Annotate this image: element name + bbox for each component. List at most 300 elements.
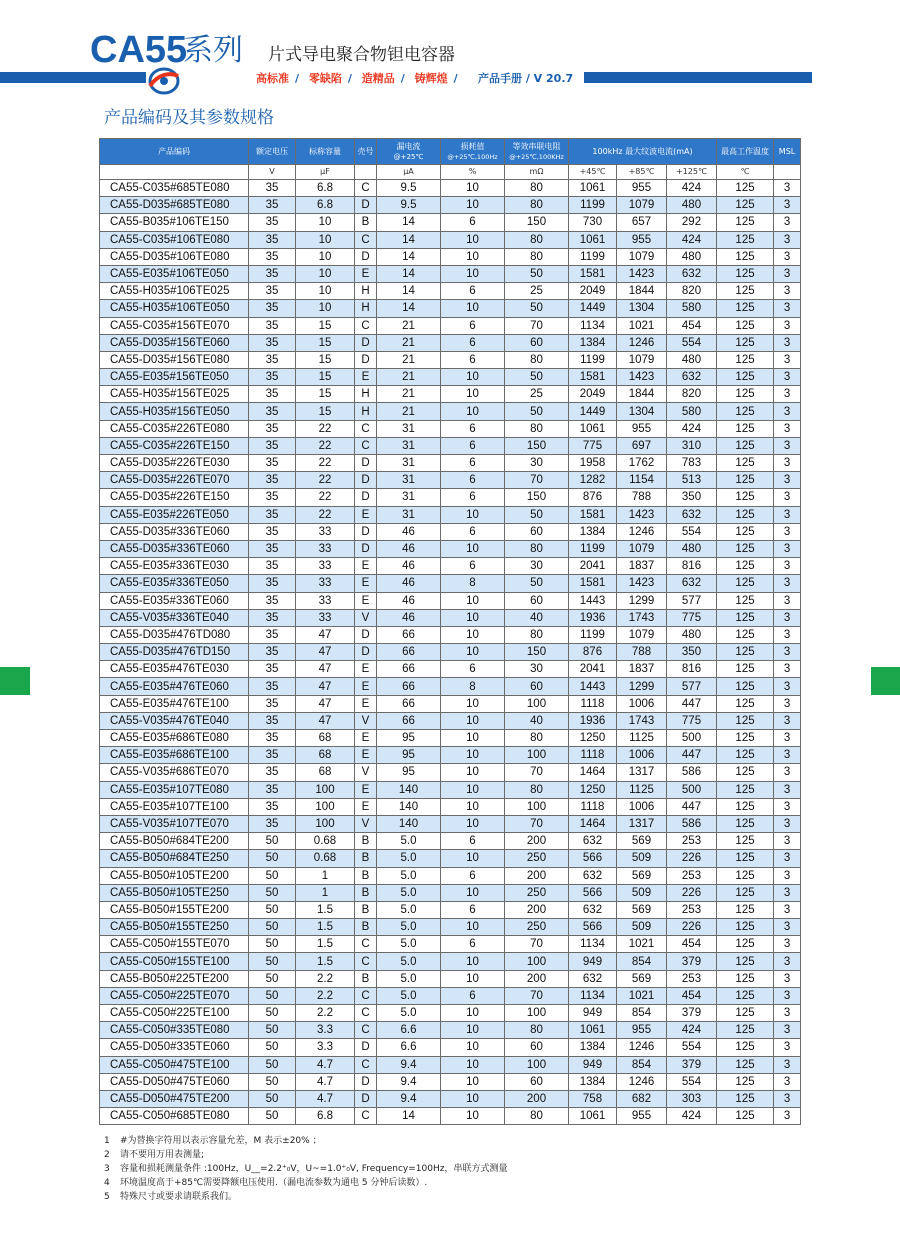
table-cell: 31 <box>377 420 441 437</box>
table-cell: 1 <box>296 867 355 884</box>
table-cell: 447 <box>667 695 717 712</box>
header-msl: MSL <box>774 139 801 165</box>
product-code-cell: CA55-C050#225TE070 <box>100 987 249 1004</box>
slogan-1: 高标准 <box>256 72 289 85</box>
table-cell: 5.0 <box>377 919 441 936</box>
table-cell: 3 <box>774 833 801 850</box>
table-cell: 3 <box>774 437 801 454</box>
table-cell: 250 <box>505 919 569 936</box>
product-code-cell: CA55-C050#685TE080 <box>100 1108 249 1125</box>
slogan-sep: / <box>295 72 300 85</box>
table-cell: 35 <box>249 592 296 609</box>
table-cell: 50 <box>505 369 569 386</box>
table-cell: 35 <box>249 386 296 403</box>
table-row <box>100 351 801 368</box>
table-cell: 3.3 <box>296 1039 355 1056</box>
table-cell: 10 <box>441 1090 505 1107</box>
table-cell: 125 <box>717 1056 774 1073</box>
table-cell: B <box>355 970 377 987</box>
table-cell: 253 <box>667 970 717 987</box>
table-cell: 854 <box>617 1005 667 1022</box>
table-cell: 3 <box>774 695 801 712</box>
table-cell: 3 <box>774 403 801 420</box>
note-number: 2 <box>104 1150 110 1160</box>
table-cell: 31 <box>377 437 441 454</box>
table-cell: 33 <box>296 540 355 557</box>
table-cell: 5.0 <box>377 884 441 901</box>
table-cell: 70 <box>505 472 569 489</box>
table-cell: 632 <box>569 970 617 987</box>
table-cell: 35 <box>249 575 296 592</box>
note-item <box>104 1134 507 1148</box>
table-cell: 3 <box>774 558 801 575</box>
table-cell: 6 <box>441 661 505 678</box>
table-cell: 46 <box>377 592 441 609</box>
table-cell: 730 <box>569 214 617 231</box>
table-cell: 50 <box>249 1073 296 1090</box>
table-cell: 3.3 <box>296 1022 355 1039</box>
table-cell: 50 <box>505 403 569 420</box>
table-cell: B <box>355 901 377 918</box>
table-cell: 3 <box>774 712 801 729</box>
table-cell: 14 <box>377 283 441 300</box>
product-name: 片式导电聚合物钽电容器 <box>268 45 455 65</box>
unit-cell: mΩ <box>505 165 569 180</box>
table-cell: 1246 <box>617 1039 667 1056</box>
table-cell: 35 <box>249 403 296 420</box>
table-cell: 125 <box>717 300 774 317</box>
table-row <box>100 540 801 557</box>
table-cell: 35 <box>249 420 296 437</box>
table-cell: 125 <box>717 609 774 626</box>
table-cell: 1299 <box>617 592 667 609</box>
table-cell: 35 <box>249 712 296 729</box>
table-cell: 876 <box>569 489 617 506</box>
table-cell: 9.5 <box>377 197 441 214</box>
table-row <box>100 1073 801 1090</box>
table-cell: 125 <box>717 747 774 764</box>
slogan-3: 造精品 <box>361 72 395 85</box>
product-code-cell: CA55-C050#155TE070 <box>100 936 249 953</box>
table-cell: 480 <box>667 351 717 368</box>
notes <box>104 1134 507 1204</box>
table-cell: C <box>355 987 377 1004</box>
table-cell: 80 <box>505 540 569 557</box>
table-cell: 35 <box>249 197 296 214</box>
table-cell: 253 <box>667 901 717 918</box>
table-cell: C <box>355 437 377 454</box>
table-cell: 6.8 <box>296 180 355 197</box>
table-cell: 9.4 <box>377 1090 441 1107</box>
table-cell: 0.68 <box>296 850 355 867</box>
table-row <box>100 884 801 901</box>
table-cell: 3 <box>774 1022 801 1039</box>
table-cell: 0.68 <box>296 833 355 850</box>
table-cell: 3 <box>774 1056 801 1073</box>
table-cell: 1061 <box>569 1022 617 1039</box>
table-cell: 3 <box>774 609 801 626</box>
table-cell: 876 <box>569 644 617 661</box>
table-cell: 1079 <box>617 626 667 643</box>
table-cell: 125 <box>717 489 774 506</box>
table-row <box>100 489 801 506</box>
table-cell: C <box>355 420 377 437</box>
table-cell: 125 <box>717 558 774 575</box>
table-cell: 100 <box>505 1005 569 1022</box>
table-row <box>100 833 801 850</box>
table-cell: 15 <box>296 334 355 351</box>
table-cell: 21 <box>377 317 441 334</box>
table-cell: 33 <box>296 558 355 575</box>
table-cell: 3 <box>774 867 801 884</box>
table-cell: D <box>355 540 377 557</box>
table-cell: 577 <box>667 592 717 609</box>
table-row <box>100 730 801 747</box>
table-cell: 1581 <box>569 369 617 386</box>
table-cell: 50 <box>249 936 296 953</box>
product-code-cell: CA55-V035#107TE070 <box>100 815 249 832</box>
table-cell: E <box>355 678 377 695</box>
table-cell: 949 <box>569 1056 617 1073</box>
product-code-cell: CA55-D035#336TE060 <box>100 540 249 557</box>
table-cell: B <box>355 919 377 936</box>
table-cell: 15 <box>296 403 355 420</box>
table-row <box>100 626 801 643</box>
table-cell: 1021 <box>617 936 667 953</box>
table-cell: 80 <box>505 781 569 798</box>
table-cell: 14 <box>377 265 441 282</box>
table-cell: 50 <box>249 850 296 867</box>
table-cell: 68 <box>296 747 355 764</box>
table-cell: 3 <box>774 987 801 1004</box>
table-cell: 125 <box>717 575 774 592</box>
table-cell: 80 <box>505 180 569 197</box>
table-cell: 3 <box>774 283 801 300</box>
slogan-sep: / <box>347 72 352 85</box>
table-row <box>100 523 801 540</box>
table-cell: 35 <box>249 815 296 832</box>
product-code-cell: CA55-B050#105TE200 <box>100 867 249 884</box>
table-cell: 697 <box>617 437 667 454</box>
table-cell: 80 <box>505 1022 569 1039</box>
product-code-cell: CA55-E035#686TE080 <box>100 730 249 747</box>
header-df-cond: @+25℃,100Hz <box>447 152 498 161</box>
table-cell: 3 <box>774 1039 801 1056</box>
table-row <box>100 214 801 231</box>
table-cell: 10 <box>441 197 505 214</box>
table-cell: 569 <box>617 970 667 987</box>
table-cell: 125 <box>717 437 774 454</box>
table-cell: 22 <box>296 489 355 506</box>
table-cell: 10 <box>296 214 355 231</box>
spec-table-body <box>100 180 801 1125</box>
table-cell: 35 <box>249 764 296 781</box>
product-code-cell: CA55-C050#475TE100 <box>100 1056 249 1073</box>
table-cell: 35 <box>249 678 296 695</box>
table-cell: 554 <box>667 1039 717 1056</box>
note-item <box>104 1190 507 1204</box>
table-cell: 788 <box>617 644 667 661</box>
table-cell: E <box>355 781 377 798</box>
table-cell: 125 <box>717 248 774 265</box>
table-cell: 3 <box>774 661 801 678</box>
table-cell: 3 <box>774 901 801 918</box>
product-code-cell: CA55-E035#476TE100 <box>100 695 249 712</box>
table-cell: 35 <box>249 506 296 523</box>
table-cell: 500 <box>667 781 717 798</box>
table-cell: 4.7 <box>296 1090 355 1107</box>
spec-table <box>99 138 801 1125</box>
unit-cell: +85℃ <box>617 165 667 180</box>
product-code-cell: CA55-D035#226TE030 <box>100 455 249 472</box>
table-cell: 125 <box>717 901 774 918</box>
table-cell: 3 <box>774 523 801 540</box>
table-cell: 33 <box>296 575 355 592</box>
table-cell: 33 <box>296 609 355 626</box>
table-cell: 10 <box>441 386 505 403</box>
table-cell: 46 <box>377 540 441 557</box>
unit-cell <box>774 165 801 180</box>
table-row <box>100 970 801 987</box>
table-row <box>100 936 801 953</box>
table-row <box>100 283 801 300</box>
table-cell: 35 <box>249 798 296 815</box>
table-cell: 1125 <box>617 730 667 747</box>
table-cell: 35 <box>249 523 296 540</box>
table-cell: 50 <box>249 833 296 850</box>
table-cell: 80 <box>505 420 569 437</box>
table-cell: 1246 <box>617 1073 667 1090</box>
product-code-cell: CA55-C050#225TE100 <box>100 1005 249 1022</box>
note-item <box>104 1176 507 1190</box>
table-cell: 6 <box>441 523 505 540</box>
table-cell: 1118 <box>569 747 617 764</box>
table-cell: 424 <box>667 1022 717 1039</box>
unit-cell: +45℃ <box>569 165 617 180</box>
table-cell: 10 <box>441 540 505 557</box>
table-cell: 253 <box>667 867 717 884</box>
table-cell: V <box>355 764 377 781</box>
table-cell: 1.5 <box>296 901 355 918</box>
header-leakage-cond: @+25℃ <box>393 152 424 161</box>
table-row <box>100 712 801 729</box>
table-cell: 250 <box>505 850 569 867</box>
table-row <box>100 472 801 489</box>
product-code-cell: CA55-C035#156TE070 <box>100 317 249 334</box>
table-cell: 14 <box>377 300 441 317</box>
table-cell: 1837 <box>617 661 667 678</box>
table-cell: 3 <box>774 197 801 214</box>
table-cell: 3 <box>774 1005 801 1022</box>
table-cell: 1304 <box>617 300 667 317</box>
table-cell: 1936 <box>569 712 617 729</box>
note-number: 4 <box>104 1178 110 1188</box>
table-cell: 46 <box>377 609 441 626</box>
table-cell: 480 <box>667 540 717 557</box>
table-cell: 3 <box>774 747 801 764</box>
table-cell: 60 <box>505 678 569 695</box>
table-cell: 33 <box>296 523 355 540</box>
table-cell: 379 <box>667 953 717 970</box>
table-cell: 6 <box>441 867 505 884</box>
table-cell: 1125 <box>617 781 667 798</box>
table-row <box>100 575 801 592</box>
table-cell: 125 <box>717 626 774 643</box>
table-cell: C <box>355 1022 377 1039</box>
table-cell: 15 <box>296 386 355 403</box>
table-cell: 35 <box>249 351 296 368</box>
table-cell: 8 <box>441 575 505 592</box>
table-row <box>100 901 801 918</box>
table-cell: 15 <box>296 369 355 386</box>
header-esr-cond: @+25℃,100KHz <box>509 152 564 161</box>
table-cell: 21 <box>377 386 441 403</box>
product-code-cell: CA55-E035#476TE060 <box>100 678 249 695</box>
table-cell: 68 <box>296 764 355 781</box>
table-cell: 35 <box>249 558 296 575</box>
table-cell: 632 <box>667 575 717 592</box>
table-cell: 60 <box>505 592 569 609</box>
table-cell: 66 <box>377 712 441 729</box>
table-cell: 1282 <box>569 472 617 489</box>
table-cell: 125 <box>717 283 774 300</box>
table-cell: 14 <box>377 214 441 231</box>
table-cell: 3 <box>774 180 801 197</box>
table-cell: 10 <box>441 781 505 798</box>
table-cell: 22 <box>296 420 355 437</box>
table-cell: 788 <box>617 489 667 506</box>
table-cell: 66 <box>377 644 441 661</box>
table-cell: 21 <box>377 334 441 351</box>
note-text: 环境温度高于+85℃需要降额电压使用.（漏电流参数为通电 5 分钟后读数）. <box>120 1178 428 1188</box>
table-cell: 580 <box>667 403 717 420</box>
table-cell: 820 <box>667 386 717 403</box>
table-cell: 447 <box>667 798 717 815</box>
table-cell: 949 <box>569 953 617 970</box>
table-cell: 783 <box>667 455 717 472</box>
unit-cell <box>355 165 377 180</box>
table-cell: 253 <box>667 833 717 850</box>
table-cell: 10 <box>441 403 505 420</box>
header-temp <box>717 139 774 165</box>
table-cell: 125 <box>717 1039 774 1056</box>
logo-icon <box>146 64 182 96</box>
table-cell: D <box>355 197 377 214</box>
table-cell: 70 <box>505 936 569 953</box>
table-cell: 100 <box>296 815 355 832</box>
table-cell: 125 <box>717 386 774 403</box>
table-cell: 1936 <box>569 609 617 626</box>
table-cell: 1061 <box>569 1108 617 1125</box>
table-cell: 10 <box>441 747 505 764</box>
table-cell: 10 <box>441 970 505 987</box>
table-cell: 14 <box>377 231 441 248</box>
table-cell: 949 <box>569 1005 617 1022</box>
table-cell: 125 <box>717 369 774 386</box>
product-code-cell: CA55-E035#686TE100 <box>100 747 249 764</box>
table-cell: 3 <box>774 764 801 781</box>
table-cell: 22 <box>296 437 355 454</box>
table-cell: 70 <box>505 764 569 781</box>
table-cell: 95 <box>377 764 441 781</box>
table-row <box>100 747 801 764</box>
table-cell: 125 <box>717 919 774 936</box>
table-cell: 125 <box>717 197 774 214</box>
table-cell: 1246 <box>617 334 667 351</box>
table-cell: 250 <box>505 884 569 901</box>
table-cell: 1118 <box>569 695 617 712</box>
table-cell: 1079 <box>617 248 667 265</box>
table-cell: 1384 <box>569 523 617 540</box>
table-cell: 80 <box>505 351 569 368</box>
table-cell: 1743 <box>617 609 667 626</box>
table-cell: 80 <box>505 231 569 248</box>
table-cell: 6 <box>441 283 505 300</box>
product-code-cell: CA55-C050#155TE100 <box>100 953 249 970</box>
table-cell: 80 <box>505 1108 569 1125</box>
table-cell: 820 <box>667 283 717 300</box>
table-cell: 1006 <box>617 747 667 764</box>
table-cell: 125 <box>717 678 774 695</box>
table-cell: 35 <box>249 747 296 764</box>
table-cell: 3 <box>774 592 801 609</box>
table-cell: 6 <box>441 936 505 953</box>
table-cell: 95 <box>377 730 441 747</box>
table-cell: 10 <box>296 265 355 282</box>
table-cell: 125 <box>717 455 774 472</box>
table-cell: 775 <box>569 437 617 454</box>
table-cell: 35 <box>249 626 296 643</box>
table-cell: 3 <box>774 472 801 489</box>
table-cell: 21 <box>377 369 441 386</box>
table-cell: 3 <box>774 1090 801 1107</box>
table-cell: 125 <box>717 936 774 953</box>
product-code-cell: CA55-E035#107TE080 <box>100 781 249 798</box>
table-cell: 1423 <box>617 506 667 523</box>
table-cell: 15 <box>296 317 355 334</box>
table-cell: 5.0 <box>377 970 441 987</box>
product-code-cell: CA55-D050#475TE060 <box>100 1073 249 1090</box>
table-row <box>100 265 801 282</box>
header-case <box>355 139 377 165</box>
table-cell: 50 <box>249 884 296 901</box>
table-cell: 200 <box>505 901 569 918</box>
table-cell: 424 <box>667 231 717 248</box>
table-cell: 125 <box>717 1005 774 1022</box>
table-cell: 1199 <box>569 540 617 557</box>
table-cell: 21 <box>377 351 441 368</box>
table-cell: 3 <box>774 231 801 248</box>
table-cell: 50 <box>249 919 296 936</box>
table-cell: 1021 <box>617 987 667 1004</box>
table-row <box>100 180 801 197</box>
product-code-cell: CA55-E035#476TE030 <box>100 661 249 678</box>
table-cell: 50 <box>249 953 296 970</box>
table-cell: 35 <box>249 781 296 798</box>
table-cell: 1199 <box>569 351 617 368</box>
table-cell: 150 <box>505 214 569 231</box>
table-cell: D <box>355 1039 377 1056</box>
table-cell: 50 <box>249 1039 296 1056</box>
table-row <box>100 1022 801 1039</box>
table-cell: 100 <box>505 695 569 712</box>
table-cell: 35 <box>249 283 296 300</box>
table-cell: 100 <box>505 953 569 970</box>
table-cell: 454 <box>667 987 717 1004</box>
table-cell: 47 <box>296 644 355 661</box>
table-cell: 35 <box>249 661 296 678</box>
table-cell: H <box>355 403 377 420</box>
